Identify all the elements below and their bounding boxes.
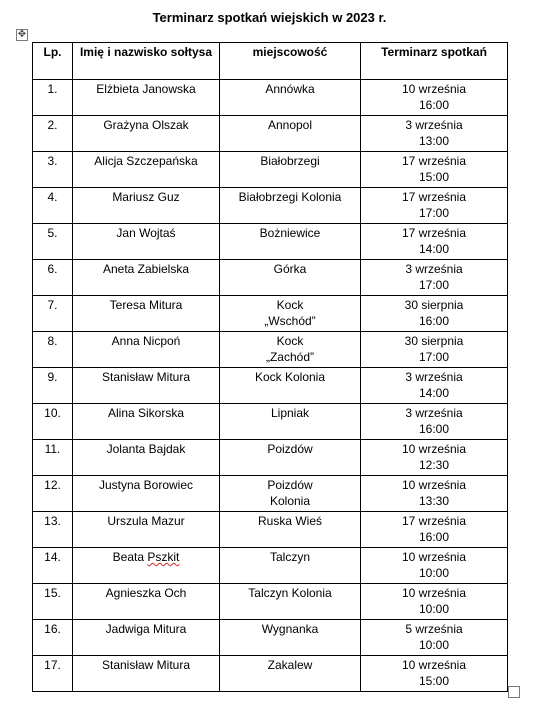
meeting-time: 14:00 xyxy=(418,386,450,400)
village-name: Annopol xyxy=(220,116,361,152)
village-name-line2: „Wschód” xyxy=(264,314,316,328)
soltys-name: Jadwiga Mitura xyxy=(73,620,220,656)
meeting-date: 17 września xyxy=(401,190,467,204)
meeting-datetime xyxy=(361,116,508,152)
row-number: 12. xyxy=(33,476,73,512)
meeting-time: 15:00 xyxy=(418,674,450,688)
village-name: Ruska Wieś xyxy=(220,512,361,548)
table-row xyxy=(33,116,508,152)
row-number: 13. xyxy=(33,512,73,548)
meeting-datetime xyxy=(361,152,508,188)
table-row xyxy=(33,620,508,656)
soltys-name: Jolanta Bajdak xyxy=(73,440,220,476)
soltys-name: Agnieszka Och xyxy=(73,584,220,620)
meeting-time: 17:00 xyxy=(418,278,450,292)
meeting-time: 13:30 xyxy=(418,494,450,508)
soltys-name xyxy=(73,548,220,584)
meeting-time: 10:00 xyxy=(418,566,450,580)
village-name: Zakalew xyxy=(220,656,361,692)
meeting-datetime xyxy=(361,404,508,440)
table-header-row xyxy=(33,43,508,80)
meeting-datetime xyxy=(361,80,508,116)
meeting-datetime xyxy=(361,296,508,332)
village-name-line1: Kock xyxy=(276,298,304,312)
meeting-datetime xyxy=(361,476,508,512)
meeting-date: 10 września xyxy=(401,82,467,96)
table-row xyxy=(33,188,508,224)
meeting-datetime xyxy=(361,188,508,224)
table-row xyxy=(33,512,508,548)
header-place: miejscowość xyxy=(220,43,361,80)
village-name: Kock Kolonia xyxy=(220,368,361,404)
row-number: 9. xyxy=(33,368,73,404)
row-number: 6. xyxy=(33,260,73,296)
row-number: 5. xyxy=(33,224,73,260)
soltys-name: Mariusz Guz xyxy=(73,188,220,224)
meeting-datetime xyxy=(361,620,508,656)
schedule-table xyxy=(32,42,508,692)
row-number: 15. xyxy=(33,584,73,620)
table-move-handle-icon[interactable]: ✥ xyxy=(17,29,27,40)
soltys-name: Jan Wojtaś xyxy=(73,224,220,260)
soltys-name: Teresa Mitura xyxy=(73,296,220,332)
meeting-date: 10 września xyxy=(401,550,467,564)
row-number: 3. xyxy=(33,152,73,188)
meeting-time: 10:00 xyxy=(418,638,450,652)
table-row xyxy=(33,404,508,440)
meeting-date: 3 września xyxy=(405,370,463,384)
meeting-date: 3 września xyxy=(405,262,463,276)
village-name: Talczyn xyxy=(220,548,361,584)
village-name xyxy=(220,476,361,512)
meeting-datetime xyxy=(361,548,508,584)
soltys-name: Stanisław Mitura xyxy=(73,656,220,692)
meeting-datetime xyxy=(361,512,508,548)
header-schedule: Terminarz spotkań xyxy=(361,43,508,80)
row-number: 10. xyxy=(33,404,73,440)
village-name: Poizdów xyxy=(220,440,361,476)
meeting-time: 17:00 xyxy=(418,206,450,220)
table-row xyxy=(33,584,508,620)
row-number: 14. xyxy=(33,548,73,584)
row-number: 17. xyxy=(33,656,73,692)
meeting-datetime xyxy=(361,260,508,296)
village-name-line1: Kock xyxy=(276,334,304,348)
soltys-name: Grażyna Olszak xyxy=(73,116,220,152)
meeting-time: 10:00 xyxy=(418,602,450,616)
table-resize-handle-icon[interactable] xyxy=(508,686,520,698)
table-row xyxy=(33,80,508,116)
meeting-datetime xyxy=(361,440,508,476)
meeting-date: 17 września xyxy=(401,514,467,528)
meeting-datetime xyxy=(361,368,508,404)
village-name: Lipniak xyxy=(220,404,361,440)
meeting-time: 17:00 xyxy=(418,350,450,364)
row-number: 8. xyxy=(33,332,73,368)
village-name: Bożniewice xyxy=(220,224,361,260)
soltys-name: Justyna Borowiec xyxy=(73,476,220,512)
table-row xyxy=(33,296,508,332)
meeting-time: 16:00 xyxy=(418,314,450,328)
village-name: Talczyn Kolonia xyxy=(220,584,361,620)
meeting-date: 30 sierpnia xyxy=(404,334,464,348)
village-name-line2: Kolonia xyxy=(269,494,311,508)
header-name: Imię i nazwisko sołtysa xyxy=(73,43,220,80)
table-row xyxy=(33,440,508,476)
soltys-name: Alina Sikorska xyxy=(73,404,220,440)
village-name-line2: „Zachód” xyxy=(265,350,315,364)
row-number: 7. xyxy=(33,296,73,332)
meeting-time: 14:00 xyxy=(418,242,450,256)
meeting-time: 15:00 xyxy=(418,170,450,184)
soltys-name: Aneta Zabielska xyxy=(73,260,220,296)
meeting-date: 10 września xyxy=(401,478,467,492)
meeting-date: 10 września xyxy=(401,442,467,456)
soltys-name: Alicja Szczepańska xyxy=(73,152,220,188)
meeting-date: 17 września xyxy=(401,154,467,168)
meeting-datetime xyxy=(361,224,508,260)
meeting-datetime xyxy=(361,584,508,620)
table-row xyxy=(33,548,508,584)
table-row xyxy=(33,656,508,692)
soltys-name: Urszula Mazur xyxy=(73,512,220,548)
village-name: Białobrzegi Kolonia xyxy=(220,188,361,224)
village-name: Białobrzegi xyxy=(220,152,361,188)
row-number: 2. xyxy=(33,116,73,152)
meeting-date: 30 sierpnia xyxy=(404,298,464,312)
meeting-time: 16:00 xyxy=(418,530,450,544)
meeting-date: 5 września xyxy=(405,622,463,636)
table-row xyxy=(33,476,508,512)
meeting-datetime xyxy=(361,332,508,368)
village-name: Górka xyxy=(220,260,361,296)
soltys-name: Anna Nicpoń xyxy=(73,332,220,368)
meeting-date: 3 września xyxy=(405,406,463,420)
header-lp: Lp. xyxy=(33,43,73,80)
village-name: Wygnanka xyxy=(220,620,361,656)
meeting-date: 3 września xyxy=(405,118,463,132)
soltys-last-name-spellcheck[interactable]: Pszkit xyxy=(147,550,180,564)
meeting-time: 16:00 xyxy=(418,98,450,112)
village-name: Annówka xyxy=(220,80,361,116)
soltys-name: Elżbieta Janowska xyxy=(73,80,220,116)
table-row xyxy=(33,260,508,296)
meeting-date: 10 września xyxy=(401,658,467,672)
meeting-time: 13:00 xyxy=(418,134,450,148)
meeting-date: 10 września xyxy=(401,586,467,600)
meeting-time: 16:00 xyxy=(418,422,450,436)
meeting-time: 12:30 xyxy=(418,458,450,472)
soltys-first-name: Beata xyxy=(112,550,144,564)
row-number: 1. xyxy=(33,80,73,116)
village-name xyxy=(220,296,361,332)
village-name-line1: Poizdów xyxy=(267,478,313,492)
soltys-name: Stanisław Mitura xyxy=(73,368,220,404)
table-row xyxy=(33,332,508,368)
meeting-date: 17 września xyxy=(401,226,467,240)
table-row xyxy=(33,224,508,260)
meeting-datetime xyxy=(361,656,508,692)
village-name xyxy=(220,332,361,368)
row-number: 11. xyxy=(33,440,73,476)
document-title: Terminarz spotkań wiejskich w 2023 r. xyxy=(152,10,387,25)
row-number: 16. xyxy=(33,620,73,656)
table-row xyxy=(33,368,508,404)
table-row xyxy=(33,152,508,188)
row-number: 4. xyxy=(33,188,73,224)
